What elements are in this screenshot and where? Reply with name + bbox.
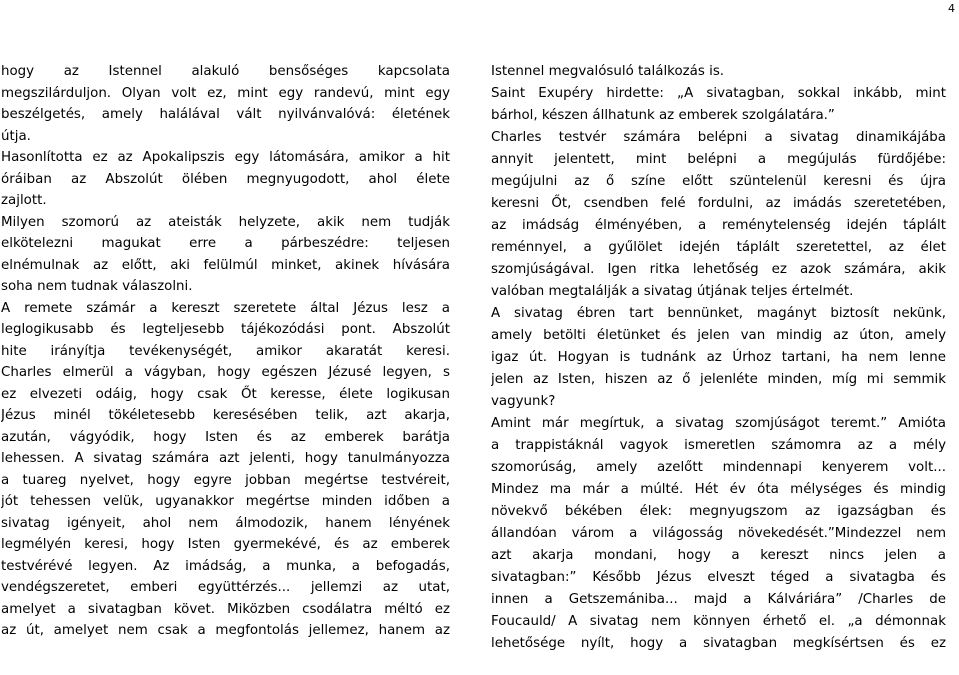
right-column [491,61,946,655]
text-line: jelen az Isten, hiszen az ő jelenléte minden, míg mi semmik [491,372,946,387]
text-line: megszilárduljon. Olyan volt ez, mint egy randevú, mint egy [1,85,450,101]
text-line: ez elvezeti odáig, hogy csak Őt keresse, élete logikusan [1,386,450,402]
text-line: szomorúság, amely azelőtt mindennapi kenyerem volt... [491,460,946,475]
text-line: Foucauld/ A sivatag nem könnyen érhető el. „a démonnak [491,614,946,629]
text-line: útja. [1,128,31,144]
text-line: amelyet a sivatagban követ. Miközben csodálatra méltó ez [1,601,450,617]
text-line: vagyunk? [491,394,556,409]
text-line: testvérévé legyen. Az imádság, a munka, a befogadás, [1,558,450,574]
text-line: Istennel megvalósuló találkozás is. [491,64,725,79]
text-line: hite irányítja tevékenységét, amikor akaratát keresi. [1,343,450,359]
text-line: beszélgetés, amely halálával vált nyilvánvalóvá: életének [1,107,450,122]
text-line: Mindez ma már a múlté. Hét év óta mélységes és mindig [491,482,946,497]
text-line: lehessen. A sivatag számára azt jelenti, hogy tanulmányozza [1,451,450,466]
text-line: leglogikusabb és legteljesebb tájékozódási pont. Abszolút [1,322,450,337]
text-line: elkötelezni magukat erre a párbeszédre: teljesen [1,236,450,251]
left-column [1,61,450,642]
text-line: a tuareg nyelvet, hogy egyre jobban megértse testvéreit, [1,472,450,488]
text-line: az imádság élményében, a reménytelenség idején táplált [491,218,946,233]
text-line: A sivatag ébren tart bennünket, magányt biztosít nekünk, [491,306,946,321]
text-line: a trappistáknál vagyok ismeretlen számomra az a mély [491,438,946,453]
text-line: elnémulnak az előtt, aki felülmúl minket, akinek hívására [1,257,450,273]
text-line: legmélyén keresi, hogy Isten gyermekévé, és az emberek [1,537,450,552]
text-line: vendégszeretet, emberi együttérzés... jellemzi az utat, [1,580,450,595]
text-line: Hasonlította ez az Apokalipszis egy látomására, amikor a hit [1,150,450,165]
text-line: sivatag igényeit, ahol nem álmodozik, hanem lényének [1,515,450,531]
text-line: az út, amelyet nem csak a megfontolás jellemez, hanem az [1,623,450,638]
text-line: azt akarja mondani, hogy a kereszt nincs jelen a [491,548,946,563]
text-line: Charles testvér számára belépni a sivatag dinamikájába [491,130,946,145]
text-line: óráiban az Abszolút ölében megnyugodott, ahol élete [1,171,450,187]
text-line: reménnyel, a gyűlölet idején táplált szeretettel, az élet [491,240,946,255]
text-line: innen a Getszemániba... majd a Kálváriára” /Charles de [491,592,946,607]
text-line: Amint már megírtuk, a sivatag szomjúságot teremt.” Amióta [491,416,946,431]
text-line: Milyen szomorú az ateisták helyzete, akik nem tudják [1,214,450,230]
text-line: keresni Őt, csendben felé fordulni, az imádás szeretetében, [491,196,946,211]
text-line: bárhol, készen állhatunk az emberek szolgálatára.” [491,108,835,123]
text-line: növekvő békében élek: megnyugszom az igazságban és [491,504,946,519]
text-line: Jézus minél tökéletesebb keresésében telik, azt akarja, [1,408,450,423]
text-line: állandóan várom a világosság növekedését.”Mindezzel nem [491,526,946,541]
text-line: Saint Exupéry hirdette: „A sivatagban, sokkal inkább, mint [491,86,946,101]
text-line: A remete számár a kereszt szeretete által Jézus lesz a [1,300,450,316]
text-line: szomjúságával. Igen ritka lehetőség ez azok számára, akik [491,262,946,277]
text-line: azután, vágyódik, hogy Isten és az emberek barátja [1,429,450,445]
text-line: soha nem tudnak válaszolni. [1,279,193,294]
text-line: jót tehessen velük, ugyanakkor megértse minden időben a [1,494,450,509]
text-line: hogy az Istennel alakuló bensőséges kapcsolata [1,64,450,79]
text-line: Charles elmerül a vágyban, hogy egészen Jézusé legyen, s [1,365,450,380]
text-line: valóban megtalálják a sivatag útjának teljes értelmét. [491,284,854,299]
page-number: 4 [948,2,955,15]
text-line: sivatagban:” Később Jézus elveszt téged a sivatagba és [491,570,946,585]
text-line: lehetősége nyílt, hogy a sivatagban megkísértsen és ez [491,636,946,651]
text-line: annyit jelentett, mint belépni a megújulás fürdőjébe: [491,152,946,167]
text-line: amely betölti életünket és jelen van mindig az úton, amely [491,328,946,343]
text-line: zajlott. [1,193,47,208]
text-line: megújulni az ő színe előtt szüntelenül keresni és újra [491,174,946,189]
text-line: igaz út. Hogyan is tudnánk az Úrhoz tartani, ha nem lenne [491,350,946,365]
